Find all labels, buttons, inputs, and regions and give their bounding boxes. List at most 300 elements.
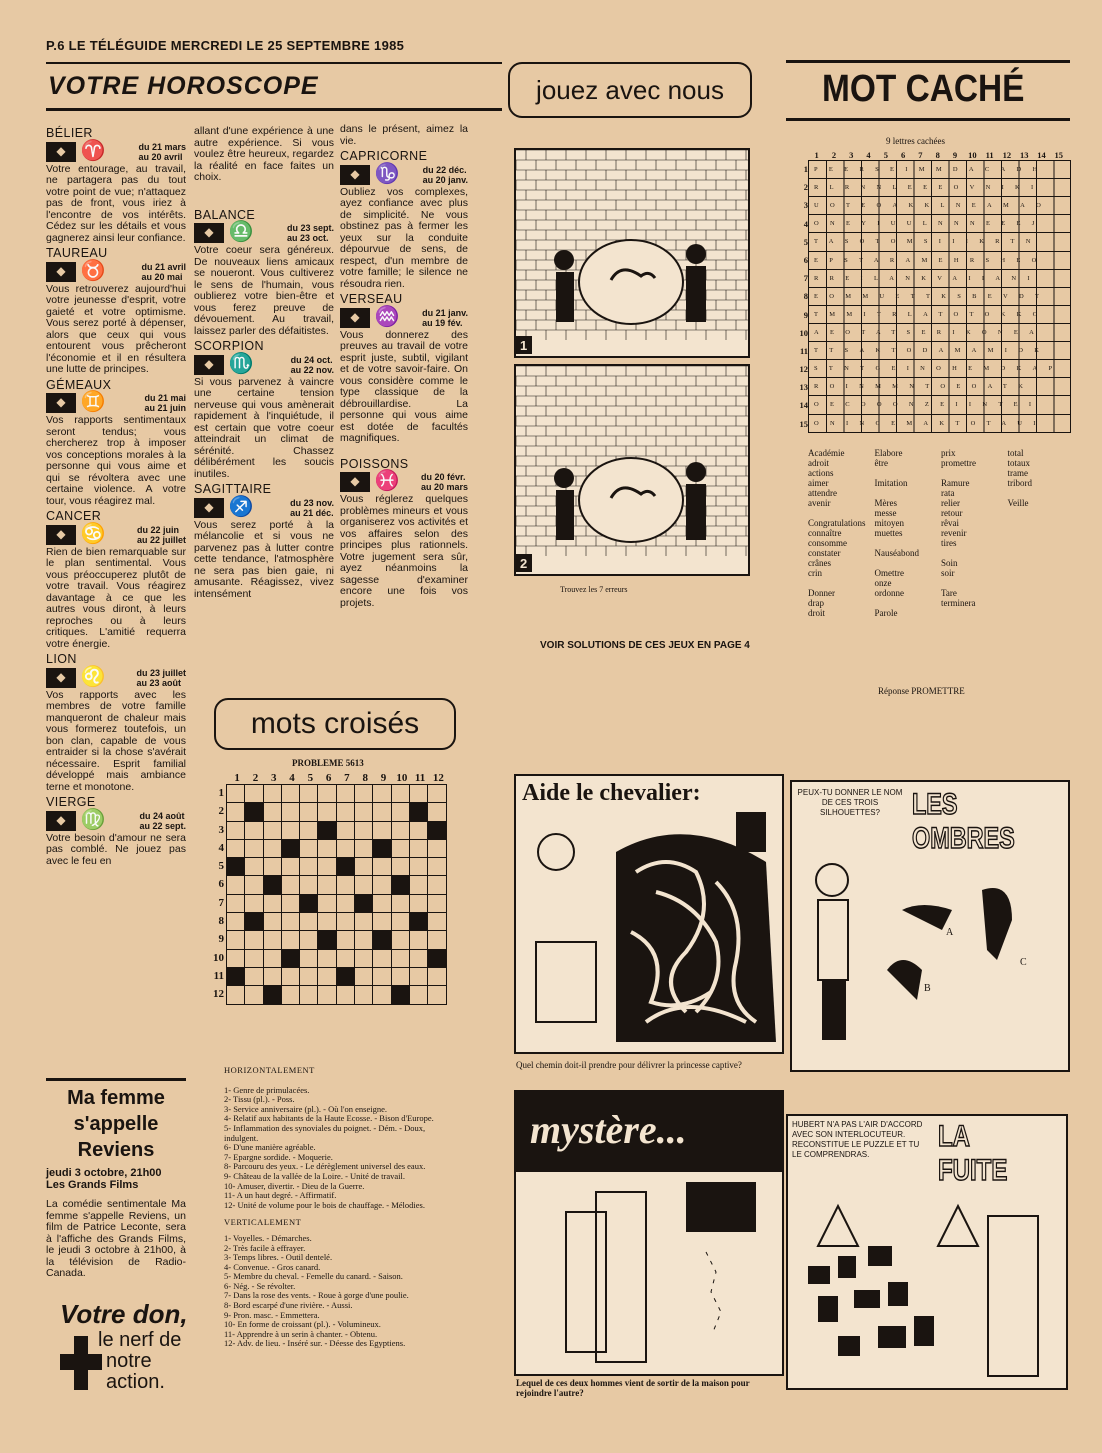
crossword-cell[interactable] [281, 876, 299, 894]
sign-0 [46, 128, 186, 244]
word-item: Omettre [874, 568, 904, 578]
crossword-cell[interactable] [409, 986, 427, 1004]
word-item [941, 578, 1002, 588]
sign-dates-from: du 22 déc. [422, 164, 467, 175]
crossword-cell[interactable] [391, 931, 409, 949]
black-cell [336, 967, 354, 985]
sign-9 [340, 151, 468, 290]
sign-10 [340, 294, 468, 445]
row-number: 15 [799, 418, 808, 429]
black-cell [245, 913, 263, 931]
crossword-cell[interactable] [300, 986, 318, 1004]
row-number: 12 [799, 364, 808, 375]
grid-row-letters: ROINMMNTOEOATK [809, 378, 1071, 396]
clue-vertical: 5- Membre du cheval. - Femelle du canard. - Saison. [224, 1271, 403, 1282]
black-cell [409, 803, 427, 821]
crossword-cell[interactable] [409, 858, 427, 876]
crossword-cell[interactable] [428, 803, 446, 821]
sign-dates-from: du 23 nov. [290, 497, 334, 508]
sign-1 [46, 248, 186, 376]
sign-text: Vous serez porté à la mélancolie et si vous ne parvenez pas à lutter contre cette tendance, l'atmosphère ne sera pas bien gaie, ni amusante. Réagissez, vivez intensément [194, 518, 334, 600]
crossword-cell[interactable] [373, 894, 391, 912]
crossword-cell[interactable] [245, 986, 263, 1004]
black-cell [373, 931, 391, 949]
word-item: relier [941, 498, 960, 508]
black-cell [281, 839, 299, 857]
zodiac-glyph: ♋ [80, 522, 106, 545]
column-number: 11 [985, 150, 994, 160]
crossword-cell[interactable] [373, 949, 391, 967]
crossword-cell[interactable] [227, 821, 245, 839]
word-item: tires [941, 538, 957, 548]
crossword-cell[interactable] [300, 876, 318, 894]
row-number: 1 [803, 164, 808, 174]
crossword-cell[interactable] [318, 876, 336, 894]
sign-dates-to: au 23 août [136, 677, 181, 688]
crossword-cell[interactable] [318, 858, 336, 876]
word-item: totaux [1007, 458, 1030, 468]
crossword-cell[interactable] [300, 839, 318, 857]
crossword-cell[interactable] [355, 876, 373, 894]
crossword-cell[interactable] [336, 785, 354, 803]
crossword-cell[interactable] [227, 839, 245, 857]
zodiac-glyph: ♌ [80, 665, 106, 688]
crossword-cell[interactable] [336, 821, 354, 839]
crossword-cell[interactable] [245, 858, 263, 876]
crossword-cell[interactable] [409, 785, 427, 803]
crossword-cell[interactable] [373, 785, 391, 803]
crossword-cell[interactable] [336, 913, 354, 931]
crossword-cell[interactable] [355, 803, 373, 821]
crossword-cell[interactable] [318, 803, 336, 821]
black-cell [373, 839, 391, 857]
crossword-cell[interactable] [355, 949, 373, 967]
crossword-cell[interactable] [245, 876, 263, 894]
crossword-cell[interactable] [428, 913, 446, 931]
crossword-cell[interactable] [281, 894, 299, 912]
crossword-cell[interactable] [391, 839, 409, 857]
crossword-cell[interactable] [245, 967, 263, 985]
crossword-cell[interactable] [391, 894, 409, 912]
sign-text: Votre besoin d'amour ne sera pas comblé. Ne jouez pas avec le feu en [46, 831, 186, 867]
row-number: 8 [218, 915, 224, 928]
crossword-cell[interactable] [227, 785, 245, 803]
sign-dates-from: du 21 avril [141, 261, 186, 272]
clue-vertical: 8- Bord escarpé d'une rivière. - Aussi. [224, 1300, 353, 1311]
row-number: 1 [218, 787, 224, 799]
divider [46, 108, 502, 111]
row-number: 10 [213, 951, 224, 964]
crossword-cell[interactable] [227, 894, 245, 912]
crossword-cell[interactable] [263, 785, 281, 803]
clue-horizontal: 3- Service anniversaire (pl.). - Où l'on enseigne. [224, 1103, 387, 1114]
crossword-cell[interactable] [336, 931, 354, 949]
crossword-cell[interactable] [227, 986, 245, 1004]
crossword-cell[interactable] [391, 967, 409, 985]
mot-cache-title: MOT CACHÉ [822, 68, 1025, 110]
crossword-row [227, 913, 447, 931]
black-cell [245, 803, 263, 821]
horoscope-title: VOTRE HOROSCOPE [48, 72, 319, 100]
column-number: 3 [270, 772, 277, 784]
word-item [875, 558, 936, 568]
column-number: 1 [234, 772, 240, 784]
column-number: 9 [380, 772, 387, 784]
row-number: 7 [218, 896, 224, 909]
crossword-cell[interactable] [245, 785, 263, 803]
sign-name: BALANCE [194, 207, 256, 222]
clue-horizontal: 11- A un haut degré. - Affirmatif. [224, 1190, 337, 1201]
crossword-cell[interactable] [281, 858, 299, 876]
crossword-row [227, 821, 447, 839]
word-item: droit [808, 608, 825, 618]
goat-icon: ◆ [340, 165, 370, 185]
vierge-continued: allant d'une expérience à une autre expérience. Si vous voulez être heureux, regardez la réalité en face faites un choix. [194, 125, 334, 183]
grid-row [809, 323, 1071, 341]
differences-panel-1 [514, 148, 750, 358]
column-number: 3 [849, 150, 854, 160]
crossword-cell[interactable] [263, 894, 281, 912]
page-header: P.6 LE TÉLÉGUIDE MERCREDI LE 25 SEPTEMBRE 1985 [46, 38, 405, 53]
column-number: 13 [1019, 150, 1029, 160]
crossword-cell[interactable] [355, 931, 373, 949]
crossword-row [227, 949, 447, 967]
column-number: 10 [396, 772, 408, 784]
sign-dates-from: du 21 mars [138, 141, 186, 152]
crossword-cell[interactable] [391, 821, 409, 839]
crossword-cell[interactable] [300, 913, 318, 931]
crossword-cell[interactable] [355, 821, 373, 839]
zodiac-glyph: ♎ [228, 221, 254, 244]
black-cell [336, 858, 354, 876]
crossword-cell[interactable] [281, 913, 299, 931]
crossword-cell[interactable] [281, 785, 299, 803]
crossword-cell[interactable] [336, 803, 354, 821]
black-cell [318, 931, 336, 949]
sign-dates-from: du 20 févr. [420, 472, 466, 482]
crossword-cell[interactable] [428, 839, 446, 857]
crossword-cell[interactable] [318, 785, 336, 803]
crossword-cell[interactable] [263, 949, 281, 967]
crossword-cell[interactable] [355, 839, 373, 857]
word-item: consomme [808, 538, 847, 548]
clue-vertical: 12- Adv. de lieu. - Inséré sur. - Déesse des Egyptiens. [224, 1338, 406, 1349]
crossword-cell[interactable] [227, 949, 245, 967]
mystery-title: mystère... [530, 1107, 687, 1152]
crossword-cell[interactable] [428, 967, 446, 985]
row-number: 3 [803, 200, 808, 211]
crossword-cell[interactable] [391, 785, 409, 803]
puzzle-panel [786, 1114, 1068, 1390]
shadow-label-b: B [924, 983, 931, 994]
column-number: 6 [901, 150, 906, 160]
crossword-cell[interactable] [373, 821, 391, 839]
crossword-cell[interactable] [300, 821, 318, 839]
sign-name: SCORPION [194, 339, 264, 353]
crossword-cell[interactable] [409, 894, 427, 912]
row-number: 5 [218, 860, 224, 873]
grid-row-letters: EOMMUETTKSBEVDT [809, 287, 1071, 305]
sign-dates-from: du 24 oct. [290, 354, 333, 365]
zodiac-glyph: ♍ [80, 808, 106, 831]
crossword-cell[interactable] [391, 858, 409, 876]
horoscope-column-1 [46, 124, 186, 867]
word-item: mitoyen [874, 518, 904, 528]
grid-row [809, 287, 1071, 305]
crossword-cell[interactable] [281, 986, 299, 1004]
sign-text: Vos rapports sentimentaux seront tendus; vous chercherez trop à imposer vos conceptions morales à la personne qui vous aime et qui se révoltera avec une certaine violence. A votre tour, vous réagirez mal. [46, 414, 186, 507]
word-item: Parole [874, 608, 898, 618]
zodiac-glyph: ♏ [228, 352, 254, 375]
black-cell [391, 876, 409, 894]
crossword-cell[interactable] [227, 913, 245, 931]
crossword-cell[interactable] [245, 894, 263, 912]
row-number: 4 [218, 841, 224, 854]
grid-row [809, 342, 1071, 360]
crossword-cell[interactable] [300, 967, 318, 985]
crossword-cell[interactable] [355, 986, 373, 1004]
row-number: 4 [803, 218, 808, 229]
crossword-cell[interactable] [391, 803, 409, 821]
crossword-cell[interactable] [300, 931, 318, 949]
zodiac-glyph: ♒ [374, 305, 400, 328]
crossword-cell[interactable] [245, 949, 263, 967]
crossword-cell[interactable] [245, 931, 263, 949]
column-number: 2 [831, 150, 837, 160]
sign-dates-to: au 22 sept. [139, 820, 186, 831]
crossword-cell[interactable] [227, 803, 245, 821]
crossword-cell[interactable] [300, 858, 318, 876]
crossword-cell[interactable] [263, 931, 281, 949]
crossword-cell[interactable] [428, 858, 446, 876]
sign-2 [46, 377, 186, 508]
twins-icon: ◆ [46, 393, 76, 413]
crossword-cell[interactable] [318, 894, 336, 912]
crossword-row [227, 858, 447, 876]
grid-row-letters: UOTEOAKKLNEAMAO [809, 197, 1071, 215]
divider [46, 62, 502, 64]
crossword-cell[interactable] [428, 876, 446, 894]
crossword-cell[interactable] [245, 839, 263, 857]
crossword-cell[interactable] [409, 821, 427, 839]
mot-cache-subtitle: 9 lettres cachées [886, 136, 945, 146]
crossword-cell[interactable] [373, 876, 391, 894]
mystery-drawing [516, 1172, 782, 1372]
crossword-cell[interactable] [300, 949, 318, 967]
donation-ad [60, 1300, 190, 1393]
crossword-cell[interactable] [336, 986, 354, 1004]
column-number: 8 [935, 150, 940, 160]
grid-row-letters: TASOTOMSIIIKRTN [809, 233, 1071, 251]
grid-row [809, 215, 1071, 233]
fish-icon: ◆ [340, 472, 370, 492]
word-item: revenir [941, 528, 967, 538]
word-item: avenir [808, 498, 831, 508]
crossword-cell[interactable] [409, 967, 427, 985]
crossword-cell[interactable] [409, 931, 427, 949]
crossword-cell[interactable] [263, 803, 281, 821]
clue-vertical: 3- Temps libres. - Outil dentelé. [224, 1252, 333, 1263]
sign-5 [46, 797, 186, 867]
crossword-grid[interactable] [226, 784, 447, 1005]
crossword-cell[interactable] [336, 894, 354, 912]
crossword-cell[interactable] [373, 803, 391, 821]
grid-row [809, 360, 1071, 378]
crossword-cell[interactable] [318, 913, 336, 931]
word-item: Soin [941, 558, 958, 568]
clue-vertical: 6- Nég. - Se révolter. [224, 1280, 296, 1291]
grid-row [809, 396, 1071, 414]
word-item: rata [941, 488, 955, 498]
crossword-cell[interactable] [318, 967, 336, 985]
column-number: 14 [1037, 150, 1046, 160]
word-search [796, 150, 1071, 433]
crossword-cell[interactable] [373, 913, 391, 931]
crossword-cell[interactable] [409, 949, 427, 967]
don-line-3: notre [106, 1350, 152, 1372]
sign-name: BÉLIER [46, 126, 93, 140]
crossword-cell[interactable] [428, 931, 446, 949]
crossword-cell[interactable] [428, 785, 446, 803]
row-number: 3 [218, 823, 224, 836]
row-number: 6 [803, 254, 808, 265]
differences-caption: Trouvez les 7 erreurs [560, 585, 628, 594]
crossword-row [227, 803, 447, 821]
word-item: trame [1007, 468, 1028, 478]
sign-text: Vos rapports avec les membres de votre famille manqueront de chaleur mais vous formerez toutefois, un bon clan, capable de vous entraider si la chose s'avérait nécessaire. Esprit familial développé mais ambiance terne et monotone. [46, 688, 186, 793]
crossword-cell[interactable] [336, 839, 354, 857]
word-item [941, 548, 1002, 558]
crossword-title: mots croisés [214, 698, 456, 750]
crossword-cell[interactable] [373, 967, 391, 985]
clue-vertical: 11- Apprendre à un serin à chanter. - Obtenu. [224, 1328, 378, 1339]
column-number: 6 [325, 772, 332, 784]
cross-icon [60, 1336, 100, 1390]
row-number: 6 [218, 878, 224, 891]
grid-row [809, 378, 1071, 396]
crossword-cell[interactable] [355, 858, 373, 876]
crossword [210, 772, 448, 1005]
crossword-cell[interactable] [263, 967, 281, 985]
clue-vertical: 2- Très facile à effrayer. [224, 1242, 306, 1253]
black-cell [391, 986, 409, 1004]
zodiac-glyph: ♉ [80, 259, 106, 282]
crossword-cell[interactable] [318, 949, 336, 967]
word-item [1008, 488, 1069, 498]
sign-dates-from: du 22 juin [136, 524, 179, 535]
word-item: rêvai [941, 518, 959, 528]
crossword-cell[interactable] [373, 986, 391, 1004]
crossword-cell[interactable] [373, 858, 391, 876]
clue-horizontal: 5- Inflammation des synoviales du poignet. - Dém. - Doux, indulgent. [224, 1122, 426, 1143]
shadows-panel [790, 780, 1070, 1072]
crossword-cell[interactable] [300, 803, 318, 821]
crossword-cell[interactable] [355, 785, 373, 803]
crossword-cell[interactable] [227, 931, 245, 949]
crossword-cell[interactable] [318, 839, 336, 857]
grid-row [809, 414, 1071, 432]
black-cell [409, 913, 427, 931]
crossword-cell[interactable] [281, 967, 299, 985]
crossword-cell[interactable] [391, 913, 409, 931]
crossword-cell[interactable] [263, 913, 281, 931]
crossword-cell[interactable] [355, 913, 373, 931]
crossword-cell[interactable] [300, 785, 318, 803]
crossword-cell[interactable] [245, 821, 263, 839]
word-item: aimer [808, 478, 829, 488]
crossword-problem: PROBLEME 5613 [292, 758, 364, 768]
grid-row-letters: OECOOONZEIINTEI [809, 396, 1071, 414]
crossword-cell[interactable] [281, 821, 299, 839]
sign-text: Si vous parvenez à vaincre une certaine tension nerveuse qui vous amènerait rapidement à l'inquiétude, il est certain que votre coeur atteindrait un climat de sérénité. Chassez délibérément les soucis inutiles. [194, 375, 334, 480]
row-number: 9 [218, 933, 224, 946]
column-number: 4 [866, 150, 871, 160]
grid-row [809, 161, 1071, 179]
sign-name: CANCER [46, 509, 102, 523]
crossword-cell[interactable] [409, 839, 427, 857]
crossword-cell[interactable] [263, 858, 281, 876]
crossword-clues [224, 1066, 460, 1349]
crossword-cell[interactable] [428, 894, 446, 912]
crossword-cell[interactable] [355, 967, 373, 985]
crossword-cell[interactable] [428, 986, 446, 1004]
solutions-note: VOIR SOLUTIONS DE CES JEUX EN PAGE 4 [540, 640, 750, 651]
sign-text: Vous retrouverez aujourd'hui votre jeunesse d'esprit, votre gaieté et votre optimisme. Vous serez porté à dépenser, alors que ceux qui vous entourent vous prêcheront l'économie et il en résultera une lutte de principes. [46, 282, 186, 375]
row-number: 11 [213, 969, 224, 982]
water-bearer-icon: ◆ [340, 308, 370, 328]
word-item [808, 578, 869, 588]
word-item: soir [941, 568, 955, 578]
crossword-cell[interactable] [227, 876, 245, 894]
virgin-icon: ◆ [46, 811, 76, 831]
sign-dates-to: au 20 avril [138, 151, 183, 162]
clue-vertical: 10- En forme de croissant (pl.). - Volumineux. [224, 1319, 381, 1330]
word-item: prix [941, 448, 956, 458]
clue-vertical: 7- Dans la rose des vents. - Roue à gorge d'une poulie. [224, 1290, 409, 1301]
column-number: 8 [362, 772, 368, 784]
crossword-cell[interactable] [336, 949, 354, 967]
word-item: attendre [808, 488, 837, 498]
black-cell [227, 967, 245, 985]
word-item: crânes [808, 558, 831, 568]
grid-row-letters: AEOTATSERIKONEA [809, 323, 1071, 341]
zodiac-glyph: ♊ [80, 391, 106, 414]
crossword-cell[interactable] [281, 931, 299, 949]
shadows-title: LES OMBRES [912, 788, 1015, 855]
brick-wall-cartoon-1 [516, 150, 748, 356]
horoscope-column-2 [194, 126, 334, 600]
promo-body: La comédie sentimentale Ma femme s'appelle Reviens, un film de Patrice Leconte, sera à l'affiche des Grands Films, le jeudi 3 octobre à 21h00, à la télévision de Radio-Canada. [46, 1198, 186, 1279]
column-number: 2 [252, 772, 259, 784]
crossword-cell[interactable] [281, 803, 299, 821]
crossword-cell[interactable] [263, 821, 281, 839]
word-item: Ramure [941, 478, 970, 488]
sign-dates-to: au 23 oct. [286, 233, 329, 243]
sign-name: VERSEAU [340, 292, 403, 306]
sign-7 [194, 341, 334, 480]
crossword-cell[interactable] [391, 949, 409, 967]
clue-horizontal: 7- Epargne sordide. - Moquerie. [224, 1151, 333, 1162]
black-cell [300, 894, 318, 912]
crossword-cell[interactable] [263, 839, 281, 857]
row-number: 5 [803, 236, 808, 247]
word-item: Veille [1007, 498, 1029, 508]
sign-3 [46, 511, 186, 650]
crossword-cell[interactable] [336, 876, 354, 894]
shadows-bubble: PEUX-TU DONNER LE NOM DE CES TROIS SILHOUETTES? [797, 788, 903, 817]
crossword-cell[interactable] [409, 876, 427, 894]
crossword-cell[interactable] [318, 986, 336, 1004]
